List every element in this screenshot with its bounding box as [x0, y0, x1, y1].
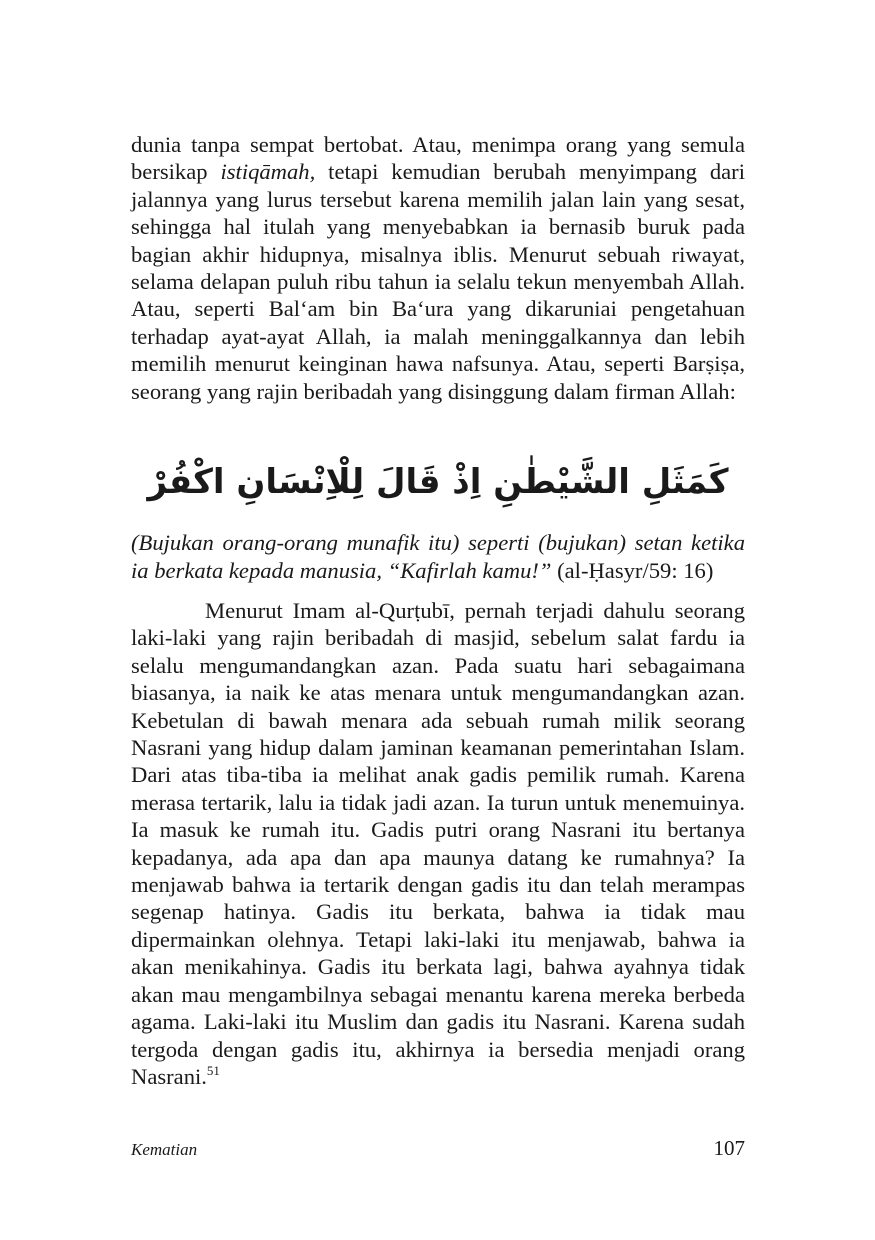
quran-verse-arabic: كَمَثَلِ الشَّيْطٰنِ اِذْ قَالَ لِلْاِنْسَانِ اكْفُرْ [147, 462, 729, 502]
paragraph-1-text-b: tetapi kemudian berubah menyimpang dari jalannya yang lurus tersebut karena memilih jalan lain yang sesat, sehingga hal itulah yang menyebabkan ia bernasib buruk pada bagian akhir hidupnya, misalnya iblis. Menurut sebuah riwayat, selama delapan puluh ribu tahun ia selalu tekun menyembah Allah. Atau, seperti Bal‘am bin Ba‘ura yang dikaruniai pengetahuan terhadap ayat-ayat Allah, ia malah meninggalkannya dan lebih memilih menurut keinginan hawa nafsunya. Atau, seperti Barṣiṣa, seorang yang rajin beribadah yang disinggung dalam firman Allah: [131, 159, 745, 404]
paragraph-1-italic-term: istiqāmah, [220, 159, 316, 185]
paragraph-1 [131, 131, 745, 405]
paragraph-1-text-a: dunia tanpa sempat bertobat. Atau, menimpa orang yang semula bersikap [131, 132, 745, 185]
verse-reference: (al-Ḥasyr/59: 16) [551, 558, 714, 583]
footnote-marker[interactable]: 51 [206, 1062, 220, 1078]
running-footer-chapter-title: Kematian [131, 1140, 198, 1159]
page-number: 107 [713, 1136, 745, 1160]
verse-translation-text: (Bujukan orang-orang munafik itu) seperti (bujukan) setan ketika ia berkata kepada manusia, “Kafirlah kamu!” [131, 530, 745, 583]
paragraph-2 [131, 597, 745, 1090]
verse-translation [131, 529, 745, 585]
paragraph-2-text: Menurut Imam al-Qurṭubī, pernah terjadi dahulu seorang laki-laki yang rajin beribadah di masjid, sebelum salat fardu ia selalu mengumandangkan azan. Pada suatu hari sebagaimana biasanya, ia naik ke atas menara untuk mengumandangkan azan. Kebetulan di bawah menara ada sebuah rumah milik seorang Nasrani yang hidup dalam jaminan keamanan pemerintahan Islam. Dari atas tiba-tiba ia melihat anak gadis pemilik rumah. Karena merasa tertarik, lalu ia tidak jadi azan. Ia turun untuk menemuinya. Ia masuk ke rumah itu. Gadis putri orang Nasrani itu bertanya kepadanya, ada apa dan apa maunya datang ke rumahnya? Ia menjawab bahwa ia tertarik dengan gadis itu dan telah merampas segenap hatinya. Gadis itu berkata, bahwa ia tidak mau dipermainkan olehnya. Tetapi laki-laki itu menjawab, bahwa ia akan menikahinya. Gadis itu berkata lagi, bahwa ayahnya tidak akan mau mengambilnya sebagai menantu karena mereka berbeda agama. Laki-laki itu Muslim dan gadis itu Nasrani. Karena sudah tergoda dengan gadis itu, akhirnya ia bersedia menjadi orang Nasrani. [131, 598, 745, 1089]
